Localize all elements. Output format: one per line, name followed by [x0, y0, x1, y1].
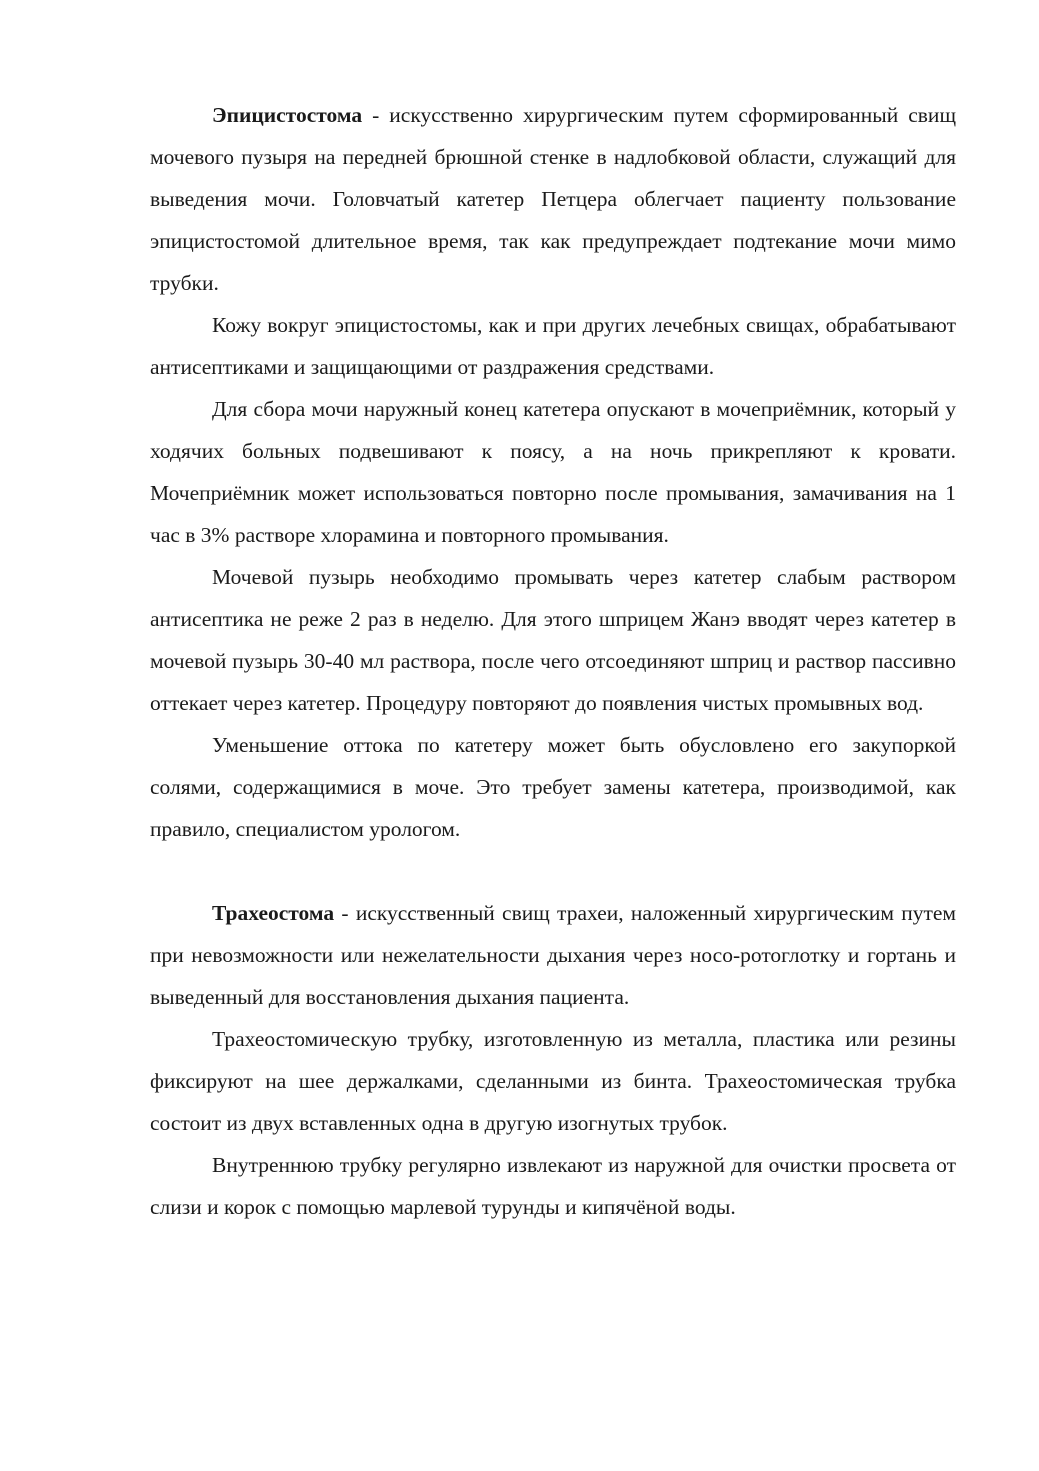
definition-text: - искусственный свищ трахеи, наложенный хирургическим путем при невозможности или нежелательности дыхания через носо-ротоглотку и гортань и выведенный для восстановления дыхания пациента. [150, 901, 956, 1009]
body-paragraph: Мочевой пузырь необходимо промывать через катетер слабым раствором антисептика не реже 2 раз в неделю. Для этого шприцем Жанэ вводят через катетер в мочевой пузырь 30-40 мл раствора, после чего отсоединяют шприц и раствор пассивно оттекает через катетер. Процедуру повторяют до появления чистых промывных вод. [150, 565, 956, 715]
body-paragraph: Уменьшение оттока по катетеру может быть обусловлено его закупоркой солями, содержащимися в моче. Это требует замены катетера, производимой, как правило, специалистом урологом. [150, 733, 956, 841]
body-paragraph: Трахеостомическую трубку, изготовленную из металла, пластика или резины фиксируют на шее держалками, сделанными из бинта. Трахеостомическая трубка состоит из двух вставленных одна в другую изогнутых трубок. [150, 1027, 956, 1135]
term-epicystostomy: Эпицистостома [212, 103, 363, 127]
term-tracheostomy: Трахеостома [212, 901, 335, 925]
section-spacer [150, 850, 956, 892]
definition-paragraph-tracheostomy [150, 892, 956, 1018]
body-paragraph: Внутреннюю трубку регулярно извлекают из наружной для очистки просвета от слизи и корок с помощью марлевой турунды и кипячёной воды. [150, 1153, 956, 1219]
body-paragraph: Для сбора мочи наружный конец катетера опускают в мочеприёмник, который у ходячих больных подвешивают к поясу, а на ночь прикрепляют к кровати. Мочеприёмник может использоваться повторно после промывания, замачивания на 1 час в 3% растворе хлорамина и повторного промывания. [150, 397, 956, 547]
document-body [150, 94, 956, 1228]
body-paragraph: Кожу вокруг эпицистостомы, как и при других лечебных свищах, обрабатывают антисептиками и защищающими от раздражения средствами. [150, 313, 956, 379]
definition-paragraph-epicystostomy [150, 94, 956, 304]
definition-text: - искусственно хирургическим путем сформированный свищ мочевого пузыря на передней брюшной стенке в надлобковой области, служащий для выведения мочи. Головчатый катетер Петцера облегчает пациенту пользование эпицистостомой длительное время, так как предупреждает подтекание мочи мимо трубки. [150, 103, 956, 295]
